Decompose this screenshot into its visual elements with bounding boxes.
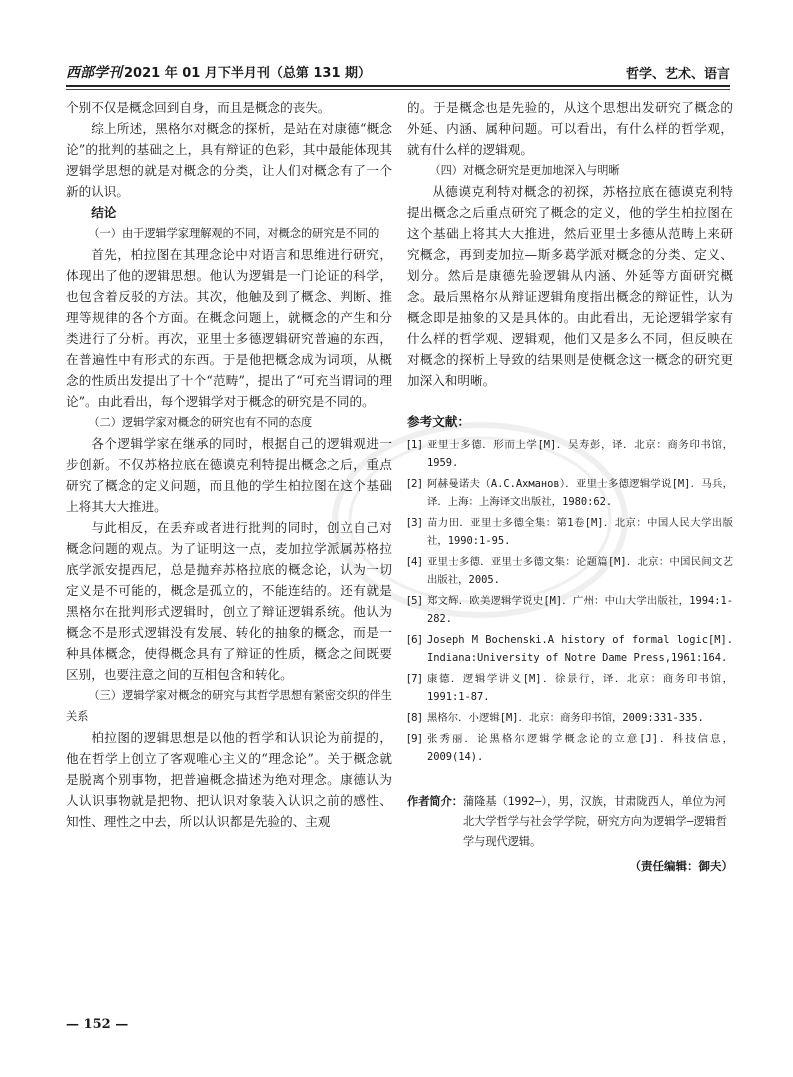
reference-text: 亚里士多德．亚里士多德文集：论题篇[M]．北京：中国民间文艺出版社，2005. — [427, 556, 733, 586]
section-heading: 结论 — [91, 205, 117, 220]
paragraph: 个别不仅是概念回到自身，而且是概念的丧失。 — [66, 100, 331, 115]
reference-item — [407, 514, 733, 550]
section-title: 哲学、艺术、语言 — [625, 67, 730, 82]
paragraph: 各个逻辑学家在继承的同时，根据自己的逻辑观进一步创新。不仅苏格拉底在德谟克利特提出概念之后，重点研究了概念的定义问题，而且他的学生柏拉图在这个基础上将其大大推进。 — [66, 436, 392, 514]
paragraph: 综上所述，黑格尔对概念的探析，是站在对康德“概念论”的批判的基础之上，具有辩证的色彩，其中最能体现其逻辑学思想的就是对概念的分类，让人们对概念有了一个新的认识。 — [66, 121, 392, 199]
journal-issue — [66, 62, 371, 82]
author-label: 作者简介： — [407, 795, 463, 808]
reference-item — [407, 730, 733, 766]
reference-item — [407, 670, 733, 706]
subsection-heading: （三）逻辑学家对概念的研究与其哲学思想有紧密交织的伴生关系 — [66, 689, 392, 723]
subsection-heading: （二）逻辑学家对概念的研究也有不同的态度 — [88, 416, 313, 429]
reference-text: 黑格尔．小逻辑[M]．北京：商务印书馆，2009:331-335. — [427, 712, 704, 724]
paragraph: 从德谟克利特对概念的初探，苏格拉底在德谟克利特提出概念之后重点研究了概念的定义，他的学生柏拉图在这个基础上将其大大推进，然后亚里士多德从范畴上来研究概念，再到麦加拉—斯多葛学派对概念的分类、定义、划分。然后是康德先验逻辑从内涵、外延等方面研究概念。最后黑格尔从辩证逻辑角度指出概念的辩证性，认为概念即是抽象的又是具体的。由此看出，无论逻辑学家有什么样的哲学观、逻辑观，他们又是多么不同，但反映在对概念的探析上导致的结果则是使概念这一概念的研究更加深入和明晰。 — [407, 184, 733, 388]
author-bio — [407, 792, 733, 852]
subsection-heading: （一）由于逻辑学家理解观的不同，对概念的研究是不同的 — [88, 227, 380, 240]
reference-number: [1] — [407, 439, 422, 451]
reference-number: [5] — [407, 595, 422, 607]
paragraph: 与此相反，在丢弃或者进行批判的同时，创立自己对概念问题的观点。为了证明这一点，麦加拉学派属苏格拉底学派安提西尼，总是抛弃苏格拉底的概念论，认为一切定义是不可能的，概念是孤立的，不能连结的。还有就是黑格尔在批判形式逻辑时，创立了辩证逻辑系统。他认为概念不是形式逻辑没有发展、转化的抽象的概念，而是一种具体概念，使得概念具有了辩证的性质，概念之间既要区别，也要注意之间的互相包含和转化。 — [66, 520, 392, 682]
header-rule — [66, 89, 730, 90]
reference-text: Joseph M Bochenski.A history of formal logic[M]. Indiana:University of Notre Dame Press,1961:164. — [427, 634, 733, 664]
reference-number: [8] — [407, 712, 422, 724]
reference-item — [407, 631, 733, 667]
reference-text: 张秀丽．论黑格尔逻辑学概念论的立意[J]．科技信息，2009(14). — [427, 733, 733, 763]
right-column — [407, 97, 733, 877]
issue-info: 2021 年 01 月下半月刊（总第 131 期） — [124, 66, 372, 81]
author-text: 蒲隆基（1992—），男，汉族，甘肃陇西人，单位为河北大学哲学与社会学学院，研究方向为逻辑学—逻辑哲学与现代逻辑。 — [462, 795, 728, 848]
reference-number: [3] — [407, 517, 422, 529]
reference-item — [407, 553, 733, 589]
reference-item — [407, 475, 733, 511]
reference-number: [4] — [407, 556, 422, 568]
references-title: 参考文献： — [407, 414, 470, 429]
reference-text: 阿赫曼诺夫（А.С.Ахманов）．亚里士多德逻辑学说[M]．马兵，译．上海：上海译文出版社，1980:62. — [427, 478, 733, 508]
paragraph: 的。于是概念也是先验的，从这个思想出发研究了概念的外延、内涵、属种问题。可以看出，有什么样的哲学观，就有什么样的逻辑观。 — [407, 100, 733, 157]
reference-number: [2] — [407, 478, 422, 490]
references-list — [407, 436, 733, 766]
reference-text: 郑文辉．欧美逻辑学说史[M]．广州：中山大学出版社，1994:1-282. — [427, 595, 733, 625]
reference-number: [6] — [407, 634, 422, 646]
reference-item — [407, 592, 733, 628]
reference-number: [7] — [407, 673, 422, 685]
subsection-heading: （四）对概念研究是更加地深入与明晰 — [429, 164, 620, 177]
reference-text: 苗力田．亚里士多德全集：第1卷[M]．北京：中国人民大学出版社，1990:1-95. — [427, 517, 733, 547]
reference-item — [407, 436, 733, 472]
paragraph: 柏拉图的逻辑思想是以他的哲学和认识论为前提的，他在哲学上创立了客观唯心主义的“理念论”。关于概念就是脱离个别事物，把普遍概念描述为绝对理念。康德认为人认识事物就是把物、把认识对象装入认识之前的感性、知性、理性之中去，所以认识都是先验的、主观 — [66, 730, 392, 829]
paragraph: 首先，柏拉图在其理念论中对语言和思维进行研究，体现出了他的逻辑思想。他认为逻辑是一门论证的科学，也包含着反驳的方法。其次，他触及到了概念、判断、推理等规律的各个方面。在概念问题上，就概念的产生和分类进行了分析。再次，亚里士多德逻辑研究普遍的东西，在普遍性中有形式的东西。于是他把概念成为词项，从概念的性质出发提出了十个“范畴”，提出了“可充当谓词的理论”。由此看出，每个逻辑学对于概念的研究是不同的。 — [66, 247, 392, 409]
page-number: — 152 — — [66, 1017, 129, 1032]
page-header — [66, 57, 730, 87]
editor-note: （责任编辑：御夫） — [629, 859, 733, 873]
reference-item — [407, 709, 733, 727]
reference-number: [9] — [407, 733, 422, 745]
journal-logo: 西部学刊 — [66, 65, 122, 81]
reference-text: 康德．逻辑学讲义[M]．徐景行，译．北京：商务印书馆，1991:1-87. — [427, 673, 733, 703]
left-column — [66, 97, 392, 832]
reference-text: 亚里士多德．形而上学[M]．吴寿彭，译．北京：商务印书馆，1959. — [427, 439, 733, 469]
